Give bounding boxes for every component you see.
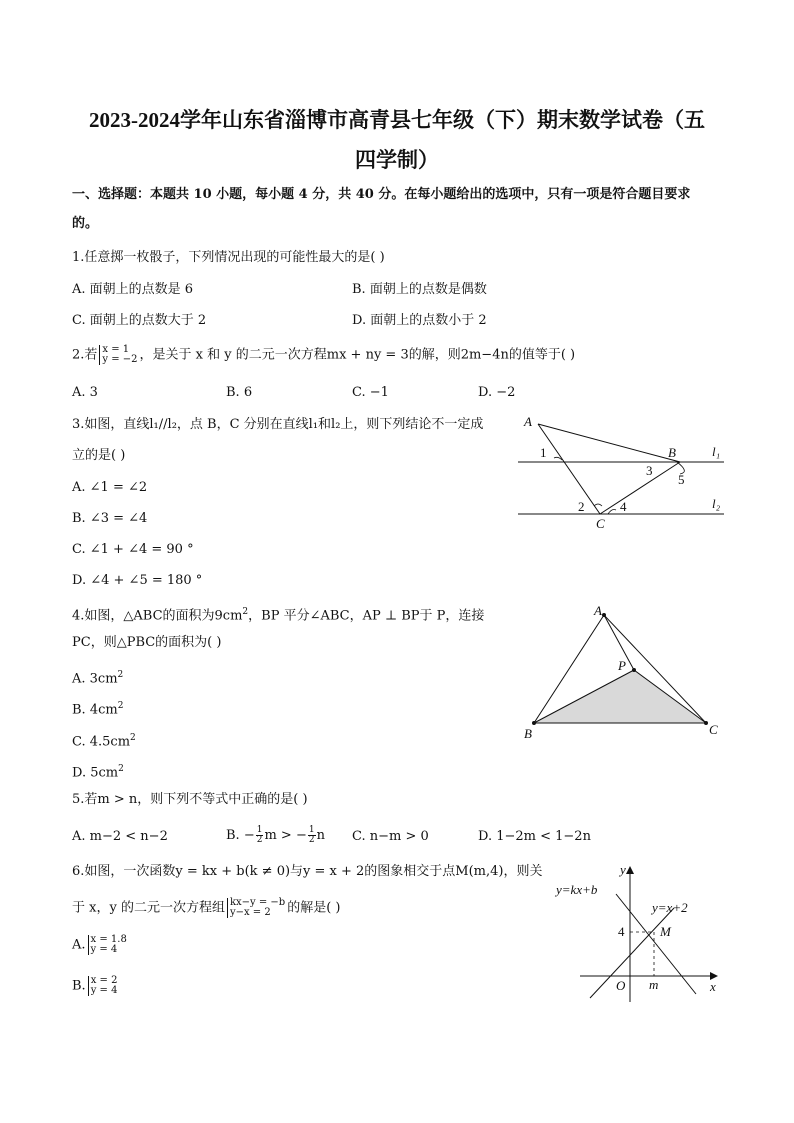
q6-system-eq1: kx−y = −b [229, 897, 286, 908]
q3-angle2-arc [594, 504, 602, 506]
q3-angle-5: 5 [678, 472, 685, 487]
q5-frac-2 [308, 826, 316, 845]
q4-option-b-sup: 2 [117, 701, 124, 711]
q2-option-a: A. 3 [72, 385, 98, 400]
q3-label-A: A [524, 414, 532, 429]
q3-angle-1: 1 [540, 445, 547, 460]
q6-stem-pre: 于 x，y 的二元一次方程组 [72, 900, 225, 916]
q3-option-a: A. ∠1 = ∠2 [72, 480, 148, 495]
q4-option-d-text: D. 5cm [72, 765, 119, 781]
q4-stem-sup: 2 [242, 607, 249, 617]
q6-label-O: O [616, 978, 626, 993]
q5-frac-2-den: 2 [308, 835, 315, 845]
q6-stem-cont [72, 898, 340, 918]
q4-point-C [704, 721, 708, 725]
q4-option-d [72, 760, 124, 782]
q4-point-A [602, 613, 606, 617]
q5-option-b-pre: B. − [226, 828, 255, 843]
q4-option-d-sup: 2 [118, 764, 124, 774]
q6-option-b-eq2: y = 4 [90, 985, 118, 996]
q2-prefix: 2.若 [72, 347, 98, 363]
q3-figure [512, 410, 732, 535]
q3-angle-4: 4 [620, 499, 627, 514]
q6-option-a-label: A. [72, 937, 86, 953]
q5-frac-2-num: 1 [308, 825, 315, 835]
q1-option-d: D. 面朝上的点数小于 2 [352, 313, 487, 328]
q1-option-a: A. 面朝上的点数是 6 [72, 282, 194, 297]
q3-label-B: B [668, 445, 676, 460]
q4-option-c-sup: 2 [130, 733, 136, 743]
q5-option-b-post: n [316, 828, 325, 843]
q4-stem-part1: 4.如图，△ABC的面积为9cm [72, 608, 243, 624]
q1-stem: 1.任意掷一枚骰子，下列情况出现的可能性最大的是( ) [72, 250, 385, 265]
q6-stem: 6.如图，一次函数y = kx + b(k ≠ 0)与y = x + 2的图象相交于点M(m,4)，则关 [72, 864, 543, 879]
q6-label-M: M [660, 924, 671, 939]
q6-figure [550, 858, 730, 1008]
q2-suffix: ，是关于 x 和 y 的二元一次方程mx + ny = 3的解，则2m−4n的值等于( ) [139, 347, 576, 363]
q6-option-b [72, 976, 119, 996]
q4-label-C: C [709, 722, 718, 737]
q3-label-C: C [596, 516, 605, 531]
q2-system [99, 345, 137, 365]
q6-system [227, 898, 285, 918]
q1-option-b: B. 面朝上的点数是偶数 [352, 282, 487, 297]
q5-frac-1 [256, 826, 264, 845]
q2-option-d: D. −2 [478, 385, 516, 400]
q3-angle4-arc [608, 510, 616, 515]
q2-stem [72, 345, 575, 365]
q2-option-b: B. 6 [226, 385, 253, 400]
q4-point-B [532, 721, 536, 725]
q1-option-c: C. 面朝上的点数大于 2 [72, 313, 207, 328]
q6-option-b-system [88, 976, 118, 996]
q3-triangle [538, 424, 680, 514]
q6-label-x: x [710, 979, 716, 994]
q6-option-a [72, 935, 129, 955]
q5-option-a: A. m−2 < n−2 [72, 829, 168, 844]
q3-stem-cont: 立的是( ) [72, 448, 126, 463]
q6-label-4: 4 [618, 924, 625, 939]
q6-system-eq2: y−x = 2 [229, 907, 271, 918]
exam-title-line-1: 2023-2024学年山东省淄博市高青县七年级（下）期末数学试卷（五 [89, 108, 705, 132]
q5-frac-1-num: 1 [256, 825, 263, 835]
q3-option-b: B. ∠3 = ∠4 [72, 511, 148, 526]
q4-option-c [72, 729, 136, 751]
q3-label-l2: l₂ [712, 496, 721, 511]
q4-stem-part2: ，BP 平分∠ABC，AP ⊥ BP于 P，连接 [248, 608, 485, 624]
q6-label-line2: y=x+2 [652, 900, 688, 915]
q4-figure [520, 600, 725, 745]
q5-stem: 5.若m > n，则下列不等式中正确的是( ) [72, 792, 308, 807]
q2-option-c: C. −1 [352, 385, 389, 400]
q4-option-a-sup: 2 [117, 670, 124, 680]
q3-label-l1: l₁ [712, 444, 721, 459]
q5-option-c: C. n−m > 0 [352, 829, 429, 844]
q3-angle-2: 2 [578, 499, 585, 514]
q6-option-a-system [88, 935, 127, 955]
q4-option-c-text: C. 4.5cm [72, 734, 131, 750]
q6-option-a-eq1: x = 1.8 [90, 934, 127, 945]
q4-label-P: P [618, 658, 626, 673]
q4-option-b-text: B. 4cm [72, 702, 118, 718]
section-heading-cont: 的。 [72, 216, 99, 231]
q6-option-b-label: B. [72, 978, 86, 994]
q4-point-P [632, 668, 636, 672]
q6-option-b-eq1: x = 2 [90, 975, 118, 986]
q3-stem: 3.如图，直线l₁//l₂，点 B，C 分别在直线l₁和l₂上，则下列结论不一定成 [72, 417, 484, 432]
q3-angle-3: 3 [646, 463, 653, 478]
q4-option-b [72, 697, 123, 719]
section-heading: 一、选择题：本题共 10 小题，每小题 4 分，共 40 分。在每小题给出的选项中，只有一项是符合题目要求 [72, 187, 691, 202]
q4-stem-cont: PC，则△PBC的面积为( ) [72, 635, 222, 650]
q5-frac-1-den: 2 [256, 835, 263, 845]
q6-line-y-x-plus-2 [590, 908, 674, 998]
q6-label-line1: y=kx+b [556, 882, 598, 897]
q6-label-y: y [620, 862, 626, 877]
q4-option-a [72, 666, 123, 688]
q6-stem-post: 的解是( ) [287, 900, 341, 916]
q5-option-b-mid: m > − [264, 828, 307, 843]
q5-option-d: D. 1−2m < 1−2n [478, 829, 591, 844]
q2-system-eq1: x = 1 [102, 344, 130, 355]
q5-option-b [226, 826, 325, 845]
q2-system-eq2: y = −2 [102, 354, 138, 365]
q4-stem [72, 603, 484, 625]
q4-label-B: B [524, 726, 532, 741]
exam-title-line-2: 四学制） [355, 148, 439, 172]
q4-option-a-text: A. 3cm [72, 671, 118, 687]
q6-label-m: m [649, 977, 659, 992]
q4-label-A: A [594, 603, 602, 618]
q3-option-d: D. ∠4 + ∠5 = 180 ° [72, 573, 203, 588]
q6-option-a-eq2: y = 4 [90, 944, 118, 955]
q3-option-c: C. ∠1 + ∠4 = 90 ° [72, 542, 194, 557]
q6-y-axis-arrow [626, 866, 634, 874]
